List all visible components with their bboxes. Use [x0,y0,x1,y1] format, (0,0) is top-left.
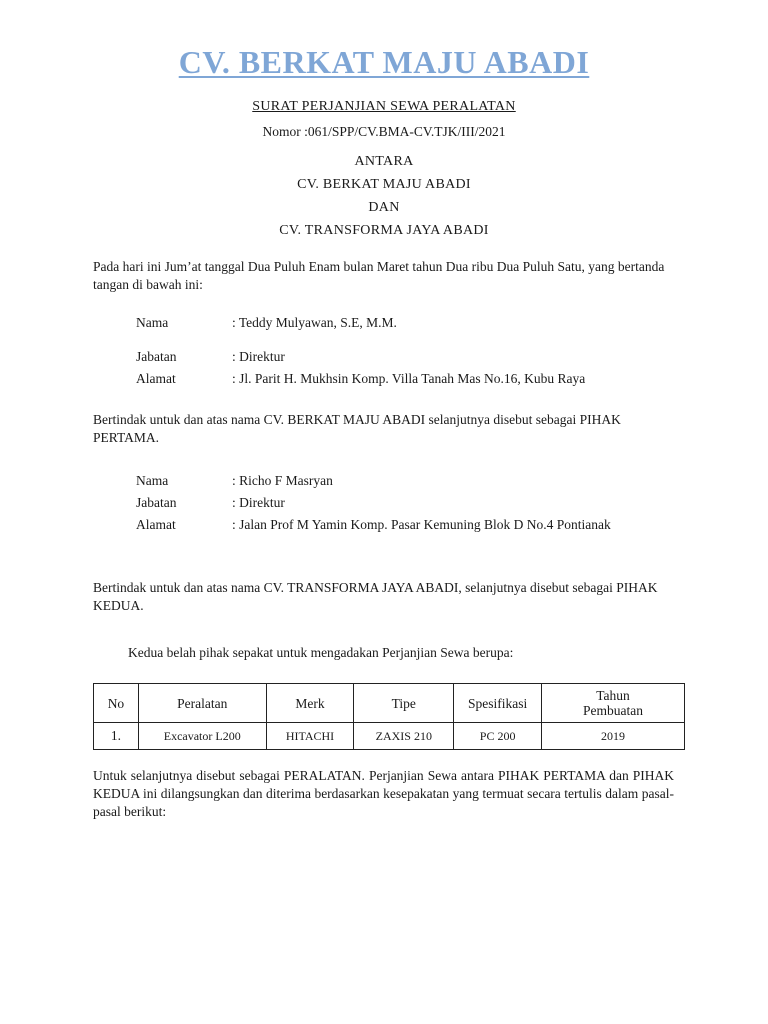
header-year: Tahun Pembuatan [542,684,685,723]
header-brand: Merk [266,684,354,723]
header-no: No [94,684,139,723]
between-label: ANTARA [354,154,414,169]
cell-year: 2019 [542,723,685,750]
party1-company: CV. BERKAT MAJU ABADI [297,177,471,192]
party2-position-value: : Direktur [232,495,285,510]
closing-paragraph: Untuk selanjutnya disebut sebagai PERALATAN. Perjanjian Sewa antara PIHAK PERTAMA dan PIHAK KEDUA ini dilangsungkan dan diterima berdasarkan kesepakatan yang termuat secara tertulis dalam pasal-pasal berikut: [93,768,674,819]
party2-statement: Bertindak untuk dan atas nama CV. TRANSFORMA JAYA ABADI, selanjutnya disebut sebagai PIHAK KEDUA. [93,580,658,613]
agreement-line: Kedua belah pihak sepakat untuk mengadakan Perjanjian Sewa berupa: [128,645,514,660]
party1-address-value: : Jl. Parit H. Mukhsin Komp. Villa Tanah Mas No.16, Kubu Raya [232,371,586,386]
party1-statement: Bertindak untuk dan atas nama CV. BERKAT MAJU ABADI selanjutnya disebut sebagai PIHAK PERTAMA. [93,412,621,445]
party2-address-value: : Jalan Prof M Yamin Komp. Pasar Kemuning Blok D No.4 Pontianak [232,517,611,532]
party2-name-label: Nama [136,473,169,488]
cell-no: 1. [94,723,139,750]
table-header-row [94,684,685,723]
party2-position-label: Jabatan [136,495,177,510]
header-equipment: Peralatan [138,684,266,723]
cell-equipment: Excavator L200 [138,723,266,750]
cell-brand: HITACHI [266,723,354,750]
party1-name-label: Nama [136,315,169,330]
equipment-table [93,683,685,750]
table-row [94,723,685,750]
cell-type: ZAXIS 210 [354,723,454,750]
and-label: DAN [368,200,400,215]
intro-paragraph: Pada hari ini Jum’at tanggal Dua Puluh Enam bulan Maret tahun Dua ribu Dua Puluh Satu, yang bertanda tangan di bawah ini: [93,259,665,292]
party1-name-value: : Teddy Mulyawan, S.E, M.M. [232,315,397,330]
header-type: Tipe [354,684,454,723]
party1-position-value: : Direktur [232,349,285,364]
document-title: SURAT PERJANJIAN SEWA PERALATAN [252,99,516,114]
cell-specification: PC 200 [454,723,542,750]
party1-address-label: Alamat [136,371,176,386]
party2-company: CV. TRANSFORMA JAYA ABADI [279,223,489,238]
header-specification: Spesifikasi [454,684,542,723]
party2-address-label: Alamat [136,517,176,532]
party1-position-label: Jabatan [136,349,177,364]
company-title: CV. BERKAT MAJU ABADI [178,44,590,80]
document-number: Nomor :061/SPP/CV.BMA-CV.TJK/III/2021 [262,124,506,139]
party2-name-value: : Richo F Masryan [232,473,333,488]
